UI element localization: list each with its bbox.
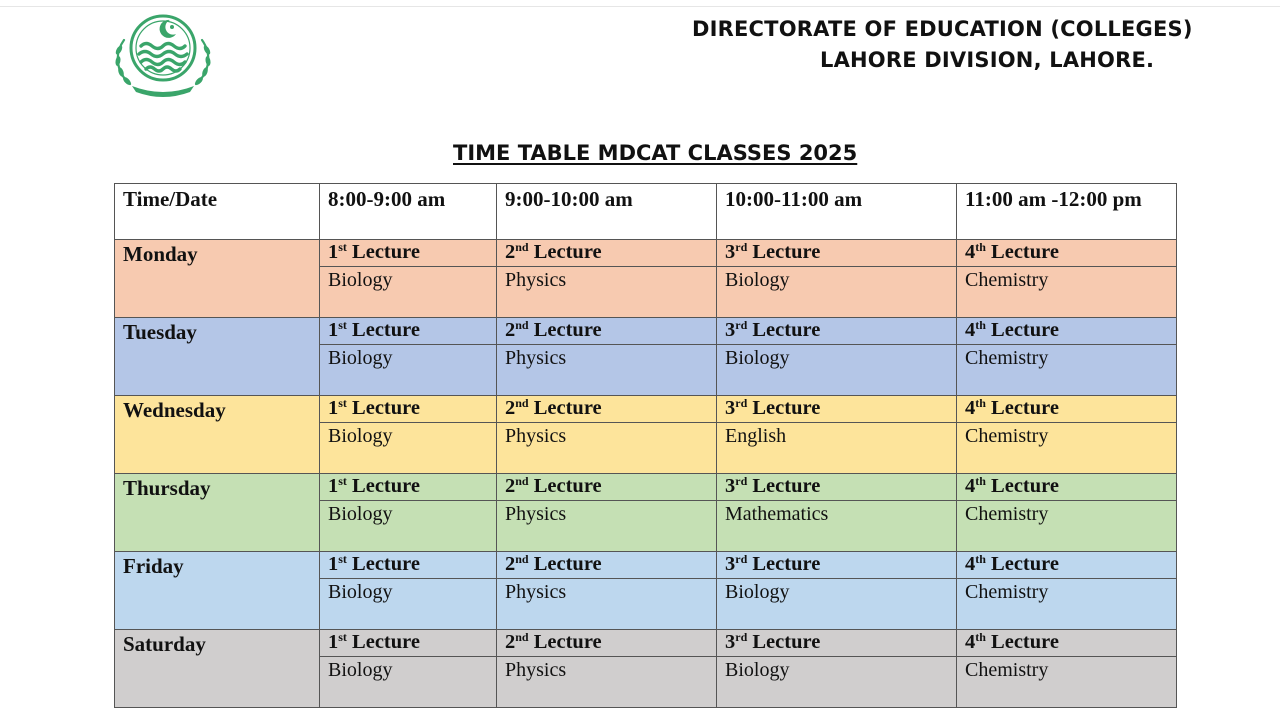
subject-cell: Chemistry [957,657,1177,708]
lecture-cell [717,474,957,501]
column-header-slot-2: 9:00-10:00 am [497,184,717,240]
ordinal-suffix: st [338,474,347,488]
ordinal-suffix: st [338,630,347,644]
lecture-cell [717,240,957,267]
ordinal-suffix: nd [515,318,529,332]
lecture-word: Lecture [352,553,420,575]
lecture-number: 2 [505,319,516,341]
lecture-cell [717,552,957,579]
subject-cell: Physics [497,501,717,552]
ordinal-suffix: rd [735,474,748,488]
lecture-cell [497,552,717,579]
lecture-cell [957,240,1177,267]
ordinal-suffix: st [338,318,347,332]
lecture-number: 4 [965,475,976,497]
lecture-word: Lecture [533,397,602,419]
ordinal-suffix: rd [735,552,748,566]
lecture-word: Lecture [533,241,602,263]
ordinal-suffix: nd [515,396,529,410]
lecture-cell [497,630,717,657]
ordinal-suffix: th [975,552,986,566]
lecture-cell [957,552,1177,579]
ordinal-suffix: rd [735,318,748,332]
lecture-cell [497,474,717,501]
lecture-number: 1 [328,631,339,653]
lecture-number: 4 [965,397,976,419]
lecture-word: Lecture [352,241,420,263]
ordinal-suffix: th [975,474,986,488]
punjab-government-emblem-icon [110,6,216,98]
lecture-number: 3 [725,241,736,263]
subject-cell: Chemistry [957,501,1177,552]
subject-cell: Biology [320,579,497,630]
lecture-number: 1 [328,241,339,263]
ordinal-suffix: st [338,552,347,566]
lecture-number: 1 [328,319,339,341]
subject-cell: Biology [320,657,497,708]
subject-cell: Biology [717,579,957,630]
ordinal-suffix: th [975,396,986,410]
ordinal-suffix: nd [515,240,529,254]
subject-cell: English [717,423,957,474]
lecture-number: 3 [725,631,736,653]
ordinal-suffix: nd [515,474,529,488]
lecture-cell [497,240,717,267]
lecture-cell [320,318,497,345]
lecture-cell [320,630,497,657]
ordinal-suffix: st [338,240,347,254]
lecture-cell [497,396,717,423]
lecture-cell [320,552,497,579]
lecture-word: Lecture [991,475,1059,497]
lecture-word: Lecture [533,553,602,575]
timetable-title: TIME TABLE MDCAT CLASSES 2025 [453,141,858,165]
division-heading: LAHORE DIVISION, LAHORE. [820,48,1155,72]
column-header-slot-4: 11:00 am -12:00 pm [957,184,1177,240]
day-label: Wednesday [115,396,320,474]
lecture-word: Lecture [752,553,821,575]
column-header-time-date: Time/Date [115,184,320,240]
subject-cell: Biology [320,267,497,318]
lecture-number: 2 [505,631,516,653]
lecture-word: Lecture [991,241,1059,263]
lecture-cell [957,318,1177,345]
lecture-number: 3 [725,397,736,419]
lecture-word: Lecture [991,397,1059,419]
subject-cell: Physics [497,423,717,474]
lecture-number: 3 [725,319,736,341]
ordinal-suffix: st [338,396,347,410]
day-label: Saturday [115,630,320,708]
subject-cell: Chemistry [957,267,1177,318]
lecture-word: Lecture [991,553,1059,575]
subject-cell: Physics [497,657,717,708]
day-label: Tuesday [115,318,320,396]
lecture-word: Lecture [533,631,602,653]
subject-cell: Biology [717,267,957,318]
lecture-number: 3 [725,553,736,575]
lecture-word: Lecture [352,631,420,653]
ordinal-suffix: nd [515,552,529,566]
subject-cell: Physics [497,579,717,630]
subject-cell: Physics [497,267,717,318]
ordinal-suffix: nd [515,630,529,644]
lecture-number: 2 [505,475,516,497]
lecture-cell [497,318,717,345]
table-row-lectures [115,552,1177,579]
table-row-lectures [115,474,1177,501]
subject-cell: Chemistry [957,423,1177,474]
subject-cell: Biology [717,345,957,396]
lecture-word: Lecture [352,397,420,419]
day-label: Monday [115,240,320,318]
ordinal-suffix: rd [735,396,748,410]
subject-cell: Mathematics [717,501,957,552]
lecture-number: 2 [505,397,516,419]
ordinal-suffix: th [975,240,986,254]
lecture-cell [957,474,1177,501]
lecture-cell [717,318,957,345]
lecture-word: Lecture [352,475,420,497]
table-row-lectures [115,630,1177,657]
ordinal-suffix: th [975,318,986,332]
lecture-word: Lecture [991,631,1059,653]
table-row-lectures [115,240,1177,267]
lecture-word: Lecture [752,241,821,263]
lecture-cell [957,396,1177,423]
subject-cell: Chemistry [957,345,1177,396]
subject-cell: Biology [320,345,497,396]
column-header-slot-3: 10:00-11:00 am [717,184,957,240]
lecture-word: Lecture [533,475,602,497]
lecture-word: Lecture [533,319,602,341]
subject-cell: Biology [320,501,497,552]
directorate-heading: DIRECTORATE OF EDUCATION (COLLEGES) [692,17,1193,41]
subject-cell: Physics [497,345,717,396]
lecture-word: Lecture [352,319,420,341]
lecture-number: 4 [965,319,976,341]
ordinal-suffix: rd [735,240,748,254]
subject-cell: Biology [320,423,497,474]
lecture-word: Lecture [752,631,821,653]
table-row-lectures [115,318,1177,345]
timetable [114,183,1177,708]
lecture-word: Lecture [991,319,1059,341]
lecture-cell [320,474,497,501]
lecture-word: Lecture [752,319,821,341]
lecture-number: 2 [505,241,516,263]
lecture-number: 4 [965,241,976,263]
lecture-cell [717,630,957,657]
lecture-number: 2 [505,553,516,575]
subject-cell: Chemistry [957,579,1177,630]
lecture-cell [717,396,957,423]
lecture-number: 1 [328,475,339,497]
lecture-word: Lecture [752,475,821,497]
subject-cell: Biology [717,657,957,708]
lecture-number: 4 [965,631,976,653]
ordinal-suffix: th [975,630,986,644]
day-label: Friday [115,552,320,630]
lecture-cell [320,396,497,423]
lecture-cell [320,240,497,267]
ordinal-suffix: rd [735,630,748,644]
lecture-word: Lecture [752,397,821,419]
day-label: Thursday [115,474,320,552]
lecture-cell [957,630,1177,657]
table-row-lectures [115,396,1177,423]
lecture-number: 3 [725,475,736,497]
lecture-number: 1 [328,553,339,575]
lecture-number: 1 [328,397,339,419]
header-row [115,184,1177,240]
column-header-slot-1: 8:00-9:00 am [320,184,497,240]
lecture-number: 4 [965,553,976,575]
